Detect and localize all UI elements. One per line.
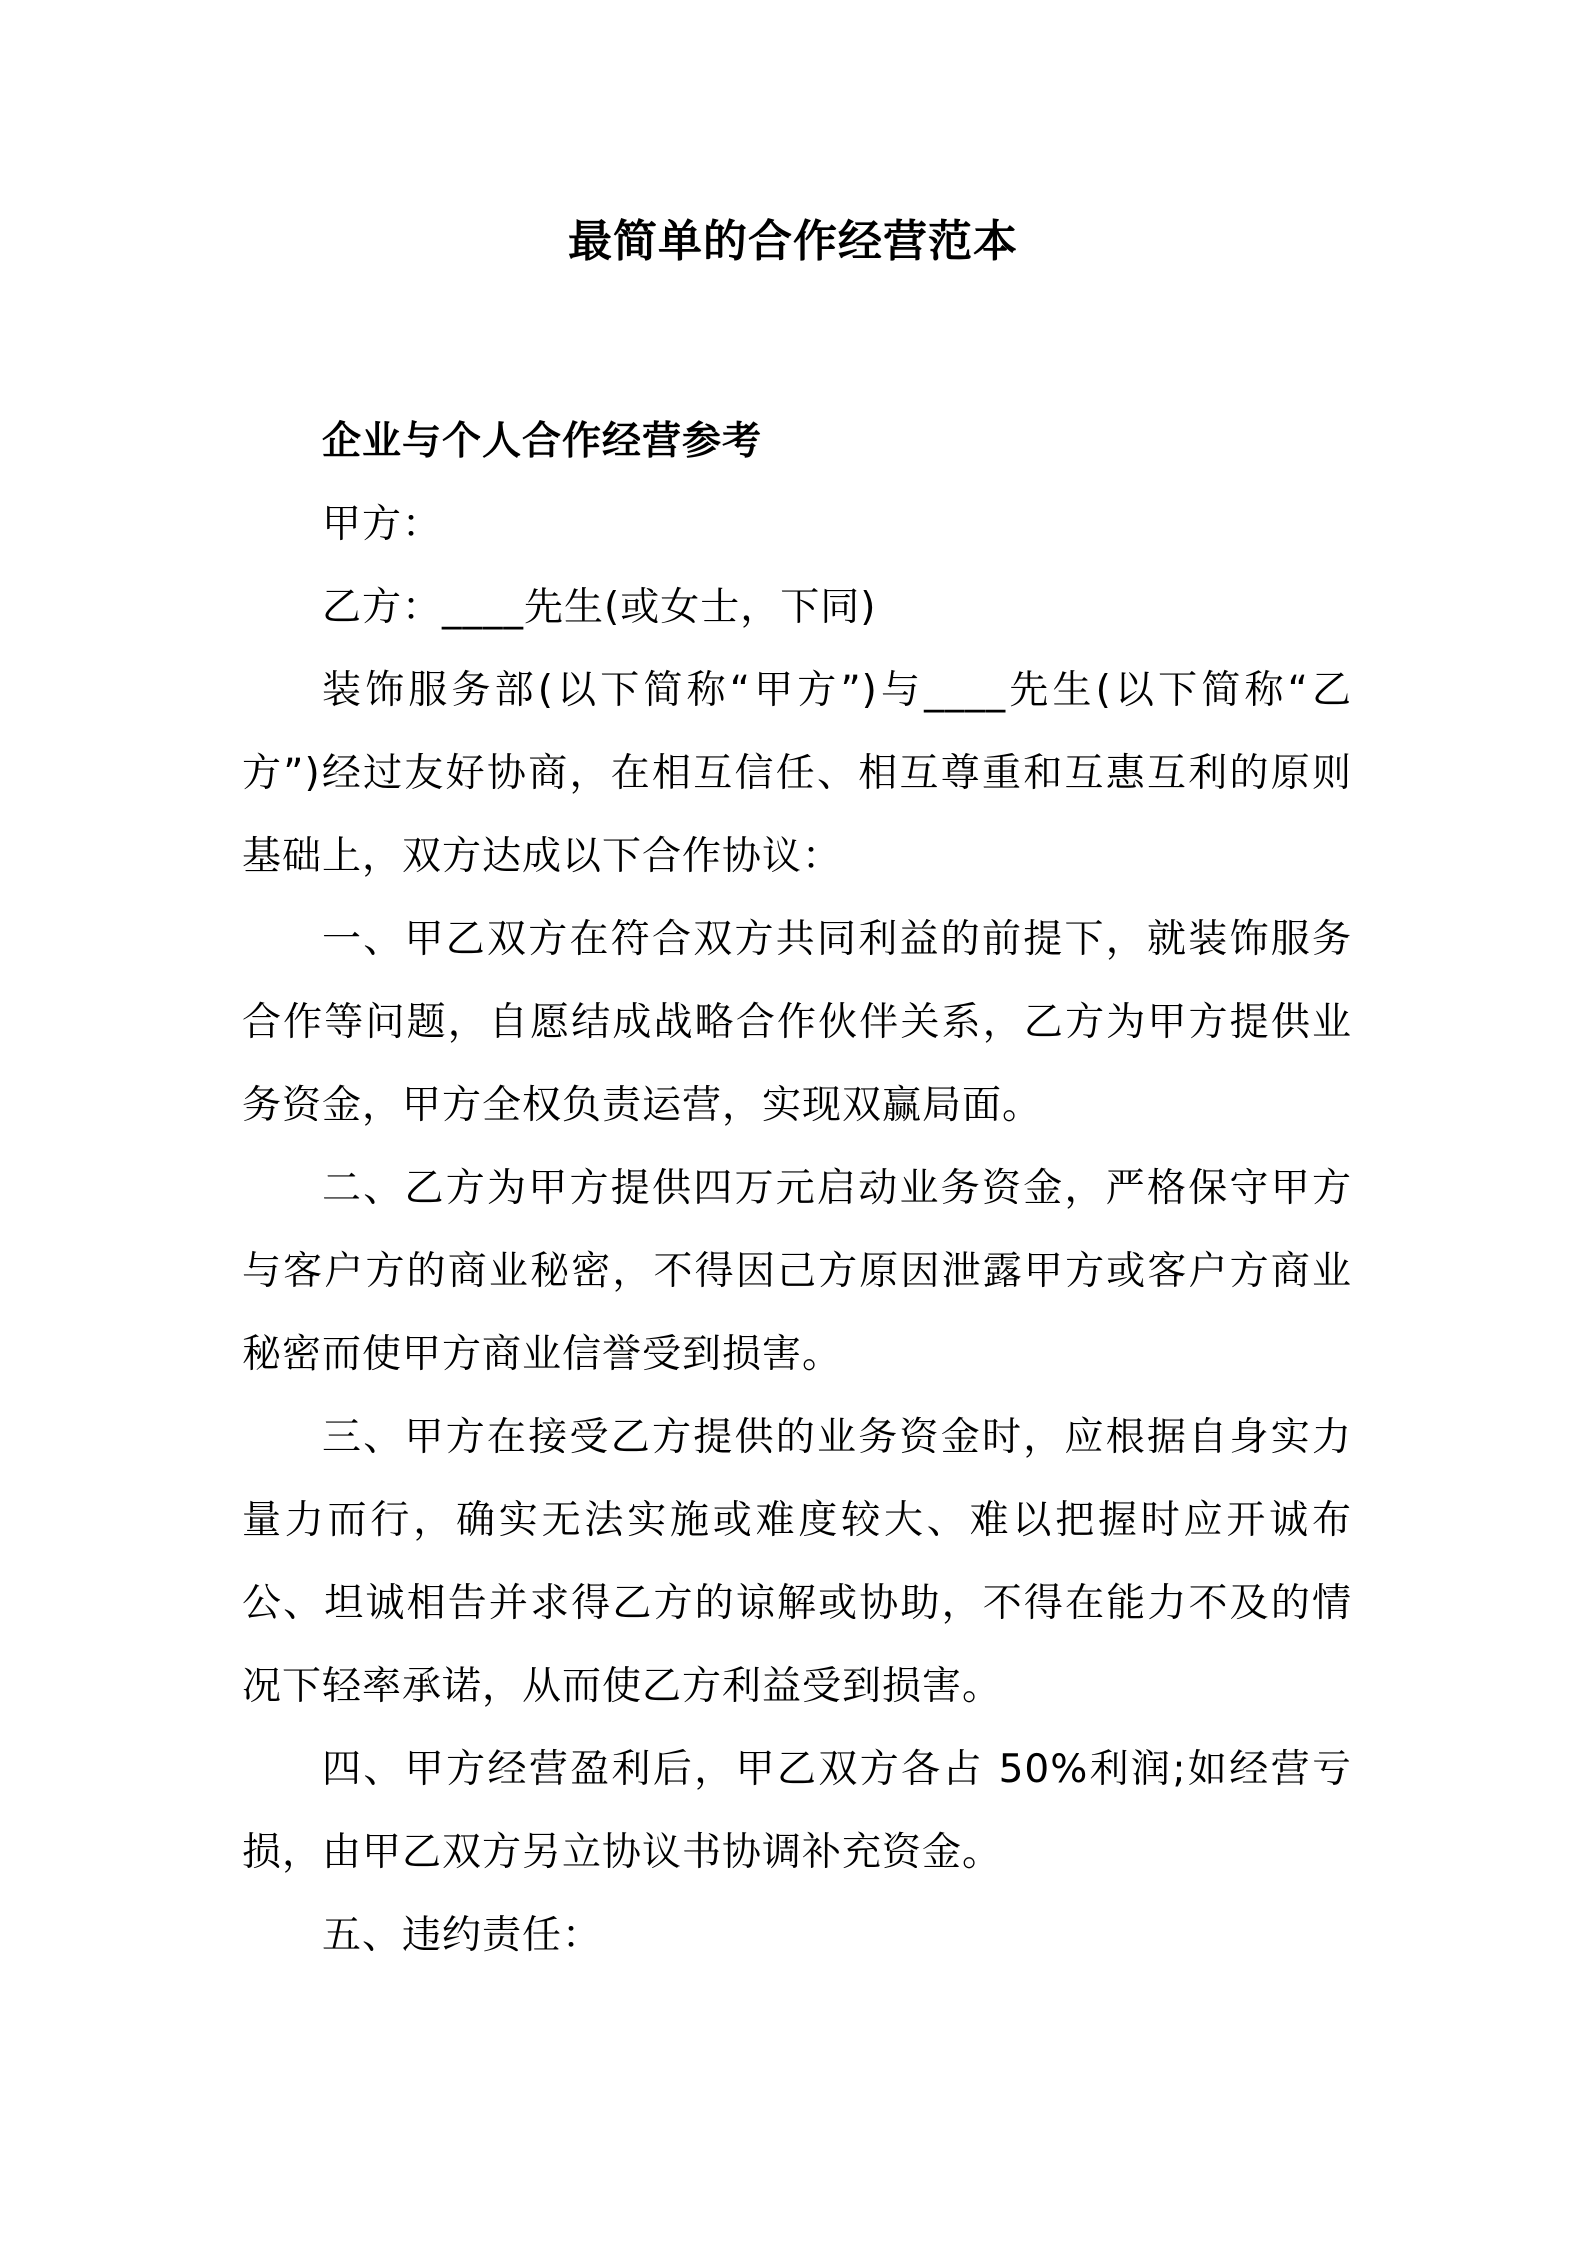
paragraph-clause-4: 四、甲方经营盈利后，甲乙双方各占 50%利润;如经营亏损，由甲乙双方另立协议书协调补充资金。 bbox=[242, 1747, 1352, 1875]
paragraph-clause-5: 五、违约责任： bbox=[322, 1913, 603, 1958]
paragraph-party-b: 乙方：____先生(或女士，下同) bbox=[322, 585, 877, 630]
document-title: 最简单的合作经营范本 bbox=[568, 216, 1018, 267]
document-body bbox=[242, 400, 1352, 1977]
paragraph-clause-3: 三、甲方在接受乙方提供的业务资金时，应根据自身实力量力而行，确实无法实施或难度较大、难以把握时应开诚布公、坦诚相告并求得乙方的谅解或协助，不得在能力不及的情况下轻率承诺，从而使乙方利益受到损害。 bbox=[242, 1415, 1352, 1709]
paragraph-clause-2: 二、乙方为甲方提供四万元启动业务资金，严格保守甲方与客户方的商业秘密，不得因己方原因泄露甲方或客户方商业秘密而使甲方商业信誉受到损害。 bbox=[242, 1166, 1352, 1377]
paragraph-party-a: 甲方： bbox=[322, 502, 443, 547]
paragraph-preamble: 装饰服务部(以下简称“甲方”)与____先生(以下简称“乙方”)经过友好协商，在相互信任、相互尊重和互惠互利的原则基础上，双方达成以下合作协议： bbox=[242, 668, 1352, 879]
paragraph-clause-1: 一、甲乙双方在符合双方共同利益的前提下，就装饰服务合作等问题，自愿结成战略合作伙伴关系，乙方为甲方提供业务资金，甲方全权负责运营，实现双赢局面。 bbox=[242, 917, 1352, 1128]
paragraph-subtitle: 企业与个人合作经营参考 bbox=[322, 419, 763, 464]
